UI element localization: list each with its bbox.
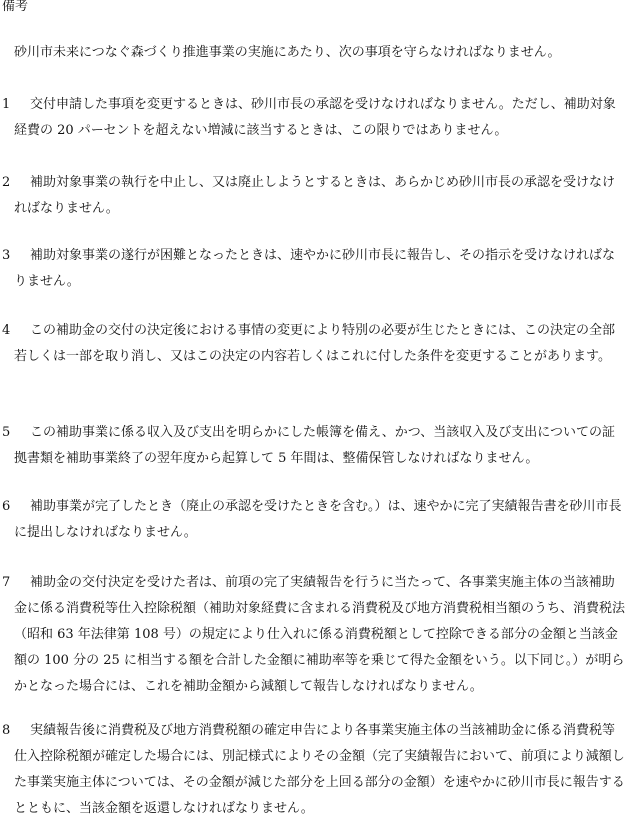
remark-text: 補助事業が完了したとき（廃止の承認を受けたときを含む。）は、速やかに完了実績報告書を砂川市長に提出しなければなりません。	[14, 499, 622, 540]
remark-number: 2	[2, 175, 11, 190]
remark-number: 7	[2, 575, 11, 590]
intro-paragraph: 砂川市未来につなぐ森づくり推進事業の実施にあたり、次の事項を守らなければなりません。	[14, 45, 561, 60]
remark-text: 交付申請した事項を変更するときは、砂川市長の承認を受けなければなりません。ただし、補助対象経費の 20 パーセントを超えない増減に該当するときは、この限りではありません。	[14, 97, 616, 138]
remarks-heading: 備考	[2, 0, 29, 14]
remark-text: 補助対象事業の遂行が困難となったときは、速やかに砂川市長に報告し、その指示を受けなければなりません。	[14, 248, 616, 289]
remark-number: 6	[2, 499, 11, 514]
remark-item-4	[2, 318, 626, 370]
remark-item-1	[2, 92, 626, 144]
remark-number: 5	[2, 425, 11, 440]
remark-text: 補助金の交付決定を受けた者は、前項の完了実績報告を行うに当たって、各事業実施主体の当該補助金に係る消費税等仕入控除税額（補助対象経費に含まれる消費税及び地方消費税相当額のうち、消費税法（昭和 63 年法律第 108 号）の規定により仕入れに係る消費税額として控除できる部分の金額と当該金額の 100 分の 25 に相当する額を合計した金額に補助率等を乗じて得た金額をいう。以下同じ。）が明らかとなった場合には、これを補助金額から減額して報告しなければなりません。	[14, 575, 626, 694]
remark-text: この補助事業に係る収入及び支出を明らかにした帳簿を備え、かつ、当該収入及び支出についての証拠書類を補助事業終了の翌年度から起算して 5 年間は、整備保管しなければなりません。	[14, 425, 616, 466]
remark-number: 1	[2, 97, 11, 112]
remark-text: 補助対象事業の執行を中止し、又は廃止しようとするときは、あらかじめ砂川市長の承認を受けなければなりません。	[14, 175, 616, 216]
remark-item-8	[2, 718, 626, 822]
remark-number: 4	[2, 323, 11, 338]
remark-item-7	[2, 570, 626, 700]
remark-item-6	[2, 494, 626, 546]
remark-number: 3	[2, 248, 11, 263]
remark-text: この補助金の交付の決定後における事情の変更により特別の必要が生じたときには、この決定の全部若しくは一部を取り消し、又はこの決定の内容若しくはこれに付した条件を変更することがあります。	[14, 323, 616, 364]
remark-item-2	[2, 170, 626, 222]
remark-item-3	[2, 243, 626, 295]
remark-item-5	[2, 420, 626, 472]
remark-number: 8	[2, 723, 11, 738]
remark-text: 実績報告後に消費税及び地方消費税額の確定申告により各事業実施主体の当該補助金に係る消費税等仕入控除税額が確定した場合には、別記様式によりその金額（完了実績報告において、前項により減額した事業実施主体については、その金額が減じた部分を上回る部分の金額）を速やかに砂川市長に報告するとともに、当該金額を返還しなければなりません。	[14, 723, 625, 816]
